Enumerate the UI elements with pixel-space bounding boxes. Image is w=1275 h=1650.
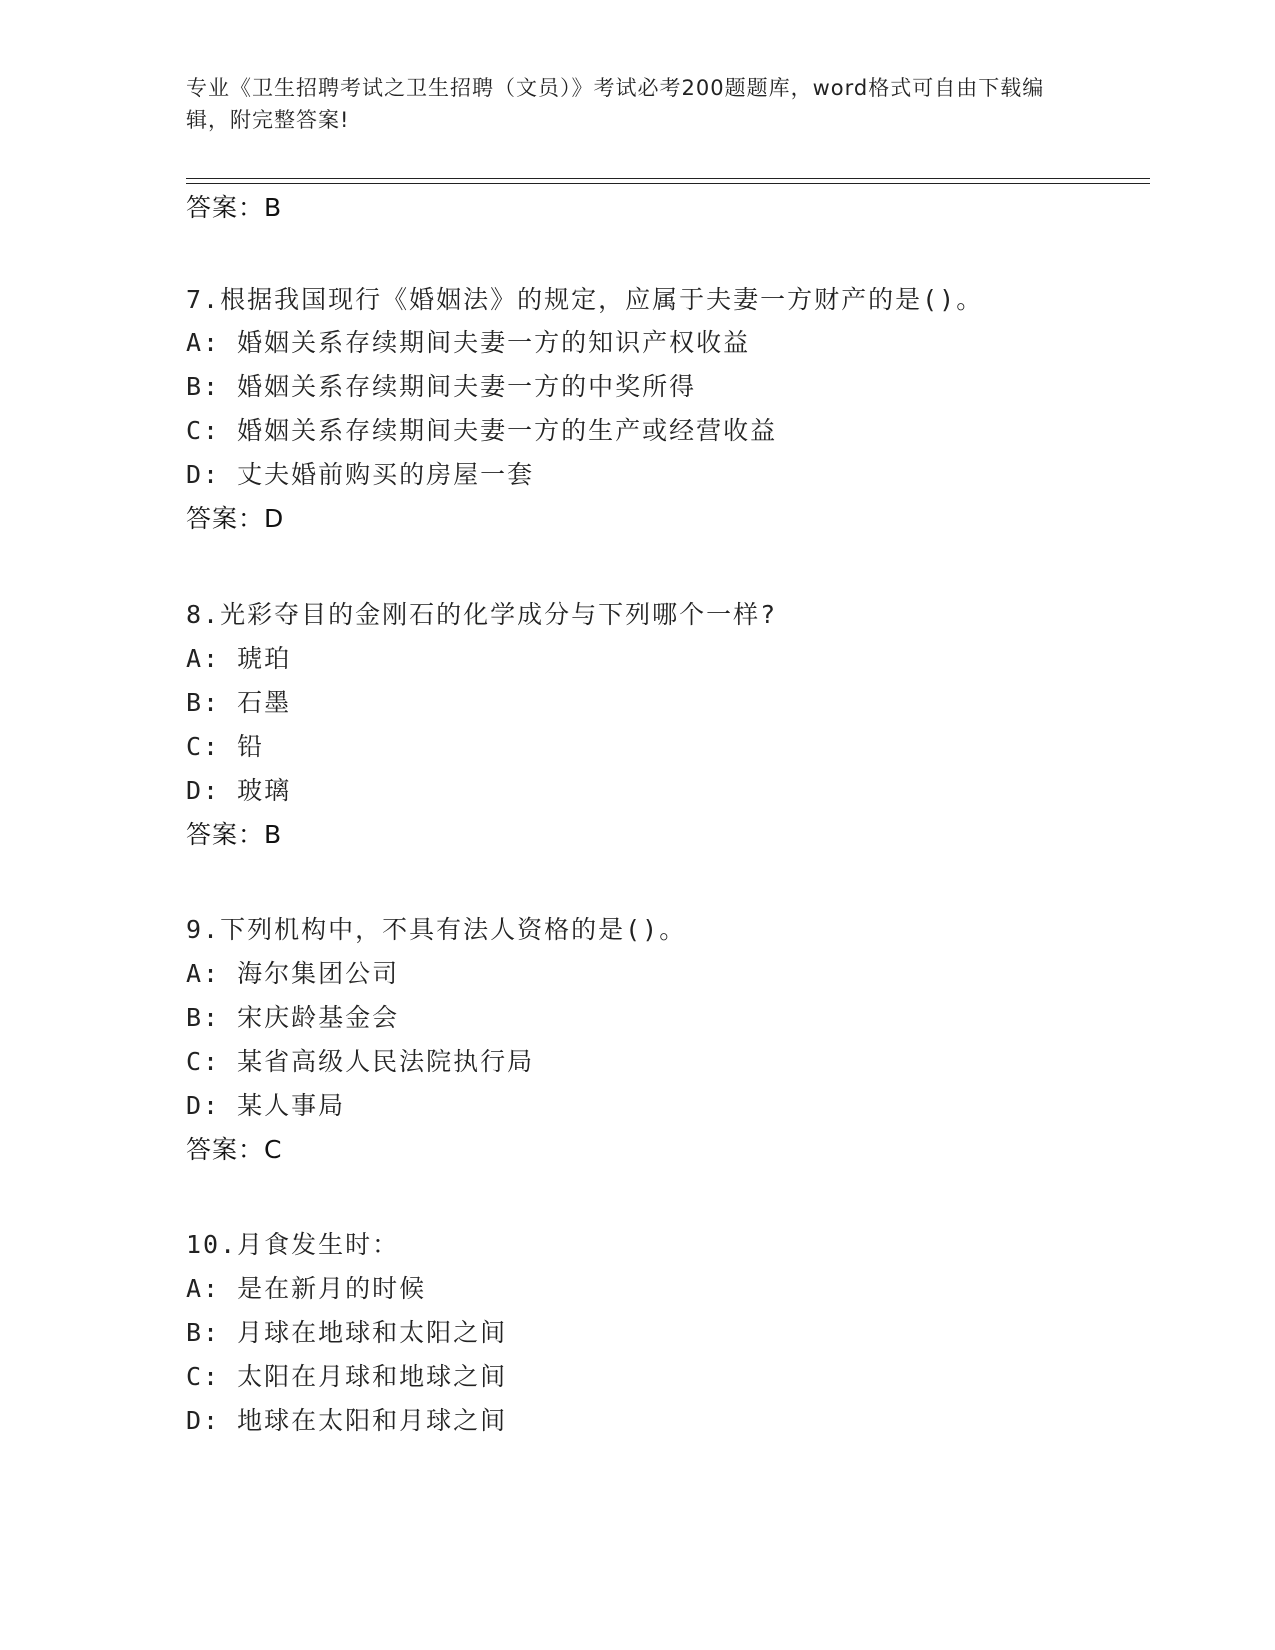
option-d: D: 丈夫婚前购买的房屋一套 — [186, 460, 535, 489]
option-d: D: 某人事局 — [186, 1091, 346, 1120]
option-b: B: 宋庆龄基金会 — [186, 1003, 400, 1032]
option-c: C: 铅 — [186, 732, 265, 761]
option-d: D: 地球在太阳和月球之间 — [186, 1406, 508, 1435]
option-c: C: 太阳在月球和地球之间 — [186, 1362, 508, 1391]
answer: 答案：C — [186, 1135, 283, 1164]
option-c: C: 婚姻关系存续期间夫妻一方的生产或经营收益 — [186, 416, 778, 445]
answer: 答案：D — [186, 504, 285, 533]
option-a: A: 海尔集团公司 — [186, 959, 400, 988]
option-d: D: 玻璃 — [186, 776, 292, 805]
header-divider-top — [186, 178, 1150, 179]
question-stem: 8.光彩夺目的金刚石的化学成分与下列哪个一样? — [186, 600, 778, 629]
header-divider-bottom — [186, 183, 1150, 184]
option-b: B: 石墨 — [186, 688, 292, 717]
option-b: B: 月球在地球和太阳之间 — [186, 1318, 508, 1347]
document-header: 专业《卫生招聘考试之卫生招聘（文员）》考试必考200题题库，word格式可自由下载编辑，附完整答案! — [186, 76, 1045, 132]
option-b: B: 婚姻关系存续期间夫妻一方的中奖所得 — [186, 372, 697, 401]
previous-answer: 答案：B — [186, 193, 283, 222]
question-stem: 9.下列机构中，不具有法人资格的是()。 — [186, 915, 687, 944]
answer: 答案：B — [186, 820, 283, 849]
option-a: A: 是在新月的时候 — [186, 1274, 427, 1303]
question-stem: 10.月食发生时： — [186, 1230, 400, 1259]
question-stem: 7.根据我国现行《婚姻法》的规定，应属于夫妻一方财产的是()。 — [186, 285, 984, 314]
option-a: A: 琥珀 — [186, 644, 292, 673]
option-a: A: 婚姻关系存续期间夫妻一方的知识产权收益 — [186, 328, 751, 357]
option-c: C: 某省高级人民法院执行局 — [186, 1047, 535, 1076]
